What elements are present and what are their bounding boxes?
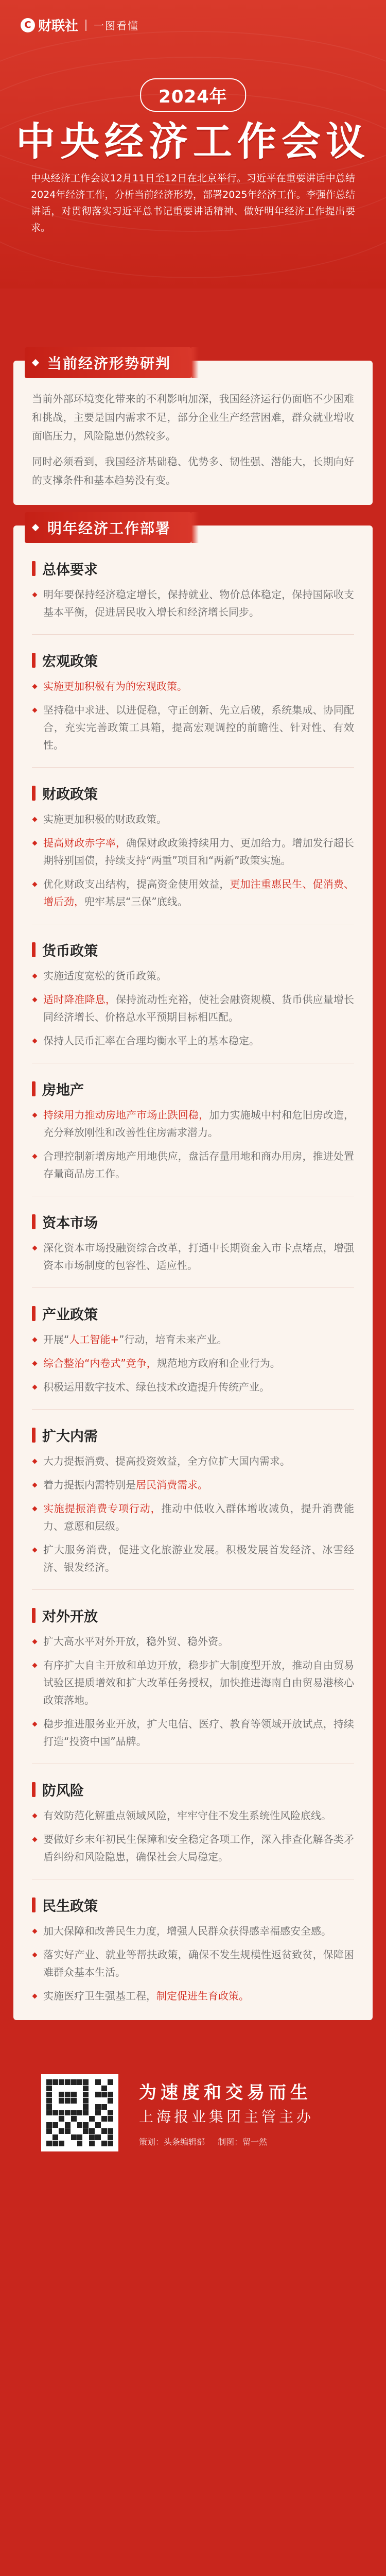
situation-card bbox=[13, 355, 373, 505]
plan-card bbox=[13, 520, 373, 2020]
footer-publisher: 上海报业集团主管主办 bbox=[139, 2108, 314, 2125]
section-item bbox=[32, 967, 354, 985]
brand-logo bbox=[21, 15, 78, 35]
item-text: 加力实施城中村和危旧房改造，充分释放刚性和改善性住房需求潜力。 bbox=[43, 1109, 355, 1139]
section-title: 资本市场 bbox=[32, 1212, 354, 1232]
section-title: 防风险 bbox=[32, 1780, 354, 1800]
qr-code-icon bbox=[41, 2074, 118, 2151]
item-text: 实施医疗卫生强基工程， bbox=[43, 1990, 156, 2002]
section-item bbox=[32, 1946, 354, 1981]
item-text: ”行动，培育未来产业。 bbox=[119, 1333, 227, 1346]
section-item bbox=[32, 834, 354, 869]
item-text: 合理控制新增房地产用地供应，盘活存量用地和商办用房，推进处置存量商品房工作。 bbox=[43, 1150, 354, 1180]
section-item bbox=[32, 1987, 354, 2005]
section-title: 产业政策 bbox=[32, 1303, 354, 1324]
section-item bbox=[32, 1354, 354, 1372]
brand-bar bbox=[21, 15, 139, 35]
section-item bbox=[32, 1807, 354, 1824]
section-item bbox=[32, 1500, 354, 1535]
section-item bbox=[32, 875, 354, 910]
section-item bbox=[32, 1378, 354, 1396]
item-text: 积极运用数字技术、绿色技术改造提升传统产业。 bbox=[43, 1381, 270, 1393]
item-text: 坚持稳中求进、以进促稳，守正创新、先立后破，系统集成、协同配合，充实完善政策工具箱，提高宏观调控的前瞻性、针对性、有效性。 bbox=[43, 704, 354, 751]
section-title: 房地产 bbox=[32, 1079, 354, 1099]
section-title: 货币政策 bbox=[32, 940, 354, 960]
section-title: 民生政策 bbox=[32, 1895, 354, 1915]
highlight-text: 实施更加积极有为的宏观政策。 bbox=[43, 680, 187, 692]
item-text: 开展“ bbox=[43, 1333, 69, 1346]
item-text: 明年要保持经济稳定增长，保持就业、物价总体稳定，保持国际收支基本平衡，促进居民收入增长和经济增长同步。 bbox=[43, 588, 354, 618]
item-text: 优化财政支出结构，提高资金使用效益， bbox=[43, 878, 230, 890]
highlight-text: 实施提振消费专项行动， bbox=[43, 1502, 162, 1515]
footer-text bbox=[139, 2078, 314, 2147]
highlight-text: 综合整治“内卷式”竞争， bbox=[43, 1357, 157, 1369]
plan-heading: 明年经济工作部署 bbox=[25, 512, 191, 543]
section-title: 扩大内需 bbox=[32, 1425, 354, 1445]
item-text: 加大保障和改善民生力度，增强人民群众获得感幸福感安全感。 bbox=[43, 1925, 331, 1937]
section-divider bbox=[32, 634, 354, 635]
item-text: 稳步推进服务业开放，扩大电信、医疗、教育等领域开放试点，持续打造“投资中国”品牌。 bbox=[43, 1718, 354, 1748]
highlight-text: 制定促进生育政策。 bbox=[156, 1990, 249, 2002]
brand-divider bbox=[85, 20, 86, 31]
footer bbox=[0, 2051, 386, 2175]
section-item bbox=[32, 701, 354, 754]
page-title: 中央经济工作会议 bbox=[16, 118, 370, 164]
highlight-text: 人工智能+ bbox=[69, 1333, 119, 1346]
item-text: 落实好产业、就业等帮扶政策，确保不发生规模性返贫致贫，保障困难群众基本生活。 bbox=[43, 1948, 354, 1978]
item-text: 保持人民币汇率在合理均衡水平上的基本稳定。 bbox=[43, 1035, 259, 1047]
item-text: 扩大服务消费，促进文化旅游业发展。积极发展首发经济、冰雪经济、银发经济。 bbox=[43, 1544, 354, 1573]
section-item bbox=[32, 677, 354, 695]
section-divider bbox=[32, 1287, 354, 1288]
section-item bbox=[32, 1633, 354, 1650]
section-item bbox=[32, 1147, 354, 1182]
section-item bbox=[32, 1032, 354, 1049]
credit-make: 制图：留一然 bbox=[218, 2137, 268, 2147]
section-divider bbox=[32, 1409, 354, 1410]
footer-slogan: 为速度和交易而生 bbox=[139, 2082, 312, 2103]
section-item bbox=[32, 1922, 354, 1940]
item-text: 规范地方政府和企业行为。 bbox=[156, 1357, 280, 1369]
item-text: 保持流动性充裕，使社会融资规模、货币供应量增长同经济增长、价格总水平预期目标相匹配。 bbox=[43, 993, 355, 1023]
item-text: 有序扩大自主开放和单边开放，稳步扩大制度型开放，推动自由贸易试验区提质增效和扩大改革任务授权，加快推进海南自由贸易港核心政策落地。 bbox=[43, 1659, 354, 1706]
item-text: 大力提振消费、提高投资效益，全方位扩大国内需求。 bbox=[43, 1455, 290, 1467]
situation-paragraph: 当前外部环境变化带来的不利影响加深，我国经济运行仍面临不少困难和挑战，主要是国内需求不足，部分企业生产经营困难，群众就业增收面临压力，风险隐患仍然较多。 bbox=[32, 393, 354, 442]
brand-logo-icon: C bbox=[21, 18, 35, 32]
brand-name: 财联社 bbox=[38, 19, 79, 34]
item-text: 实施适度宽松的货币政策。 bbox=[43, 970, 167, 982]
highlight-text: 适时降准降息， bbox=[43, 993, 116, 1006]
section-item bbox=[32, 1715, 354, 1750]
section-item bbox=[32, 1656, 354, 1709]
item-text: 实施更加积极的财政政策。 bbox=[43, 813, 167, 825]
plan-sections bbox=[32, 558, 354, 2005]
highlight-text: 提高财政赤字率， bbox=[43, 837, 127, 849]
section-item bbox=[32, 1106, 354, 1141]
section-title: 财政政策 bbox=[32, 783, 354, 803]
situation-heading: 当前经济形势研判 bbox=[25, 347, 191, 378]
section-item bbox=[32, 1476, 354, 1494]
section-divider bbox=[32, 767, 354, 768]
item-text: 兜牢基层“三保”底线。 bbox=[84, 895, 188, 908]
highlight-text: 居民消费需求。 bbox=[136, 1479, 208, 1491]
situation-paragraph: 同时必须看到，我国经济基础稳、优势多、韧性强、潜能大，长期向好的支撑条件和基本趋势没有变。 bbox=[32, 455, 354, 486]
item-text: 着力提振内需特别是 bbox=[43, 1479, 136, 1491]
highlight-text: 持续用力推动房地产市场止跌回稳， bbox=[43, 1109, 209, 1121]
item-text: 确保财政政策持续用力、更加给力。增加发行超长期特别国债，持续支持“两重”项目和“两新”政策实施。 bbox=[43, 837, 355, 867]
section-title: 宏观政策 bbox=[32, 650, 354, 670]
section-item bbox=[32, 991, 354, 1026]
section-item bbox=[32, 586, 354, 621]
brand-subtitle: 一图看懂 bbox=[94, 20, 139, 32]
section-item bbox=[32, 1541, 354, 1576]
item-text: 要做好乡末年初民生保障和安全稳定各项工作，深入排查化解各类矛盾纠纷和风险隐患，确保社会大局稳定。 bbox=[43, 1833, 354, 1863]
item-text: 推动中低收入群体增收减负，提升消费能力、意愿和层级。 bbox=[43, 1502, 355, 1532]
item-text: 有效防范化解重点领域风险，牢牢守住不发生系统性风险底线。 bbox=[43, 1809, 331, 1822]
section-item bbox=[32, 1331, 354, 1348]
section-item bbox=[32, 1452, 354, 1470]
section-title: 总体要求 bbox=[32, 558, 354, 579]
item-text: 扩大高水平对外开放，稳外贸、稳外资。 bbox=[43, 1635, 229, 1648]
credit-plan: 策划：头条编辑部 bbox=[139, 2137, 205, 2147]
highlight-text: 更加注重惠民生、促消费、增后劲， bbox=[43, 878, 355, 908]
section-title: 对外开放 bbox=[32, 1605, 354, 1625]
footer-credits bbox=[139, 2136, 314, 2147]
section-divider bbox=[32, 1589, 354, 1590]
section-item bbox=[32, 1831, 354, 1866]
year-badge: 2024年 bbox=[140, 78, 246, 112]
intro-paragraph: 中央经济工作会议12月11日至12日在北京举行。习近平在重要讲话中总结2024年经济工作，分析当前经济形势，部署2025年经济工作。李强作总结讲话，对贯彻落实习近平总书记重要讲话精神、做好明年经济工作提出要求。 bbox=[31, 173, 355, 233]
header-banner bbox=[0, 0, 386, 289]
item-text: 深化资本市场投融资综合改革，打通中长期资金入市卡点堵点，增强资本市场制度的包容性、适应性。 bbox=[43, 1242, 354, 1272]
section-item bbox=[32, 1239, 354, 1274]
section-item bbox=[32, 810, 354, 828]
